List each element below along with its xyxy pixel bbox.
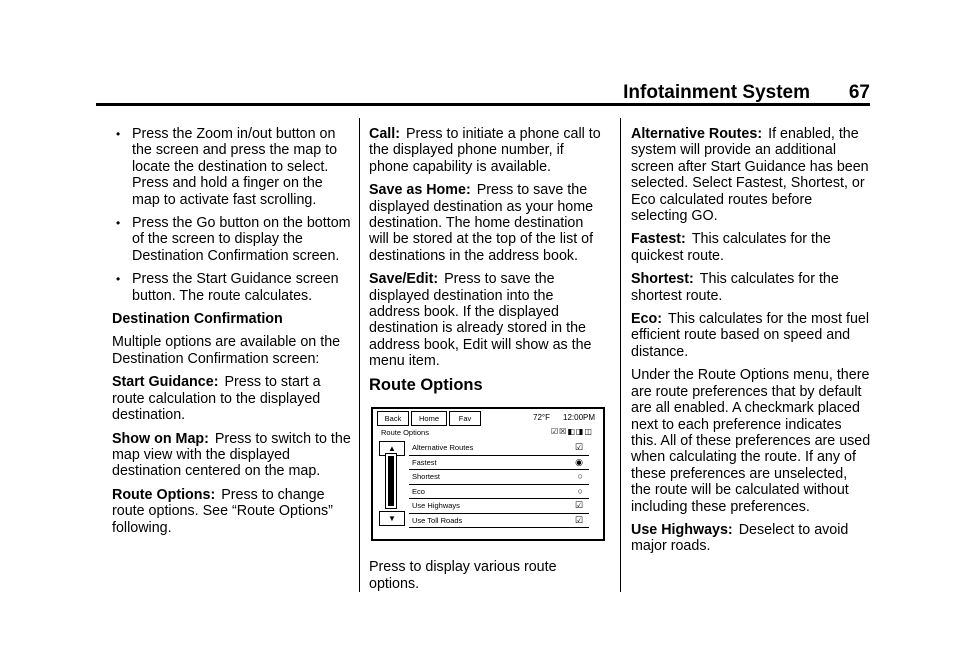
screen-home-button: Home [411,411,447,426]
definition-item: Save as Home: Press to save the displayed destination as your home destination. The home destination will be stored at the top of the list of destinations in the address book. [369,182,594,264]
definition-item: Save/Edit: Press to save the displayed destination into the address book. If the displayed destination is already stored in the address book, Edit will show as the menu item. [369,271,592,370]
page-number: 67 [848,82,870,103]
scroll-up-arrow-icon: ▲ [379,441,405,456]
body-paragraph: Under the Route Options menu, there are route preferences that by default are all enabled. A checkmark placed next to each preference indicates this. All of these preferences are used when calculating the route. If any of these preferences are unselected, the route will be calculated without including these preferences. [631,367,871,515]
screen-status-icons: ☑☒◧◨◫ [550,427,593,437]
column-1 [112,126,352,543]
definition-item: Call: Press to initiate a phone call to the displayed phone number, if phone capability is available. [369,126,601,175]
bullet-icon: • [116,272,121,287]
route-options-screen-figure [371,407,605,541]
screen-temperature: 72°F [533,413,550,423]
checkbox-icon: ☑ [574,500,583,511]
screen-fav-button: Fav [449,411,481,426]
scrollbar-thumb [388,456,394,506]
screen-clock: 12:00PM [563,413,596,423]
definition-item: Route Options: Press to change route options. See “Route Options” following. [112,486,333,536]
list-item: Fastest ◉ [409,456,589,471]
list-item: Use Highways ☑ [409,499,589,514]
figure-caption: Press to display various route options. [369,559,557,592]
intro-paragraph: Multiple options are available on the Destination Confirmation screen: [112,334,341,367]
screen-option-list [409,441,589,528]
radio-icon: ○ [577,485,583,496]
definition-item: Fastest: This calculates for the quickest route. [631,231,831,264]
definition-item: Start Guidance: Press to start a route calculation to the displayed destination. [112,374,321,424]
definition-item: Shortest: This calculates for the shortest route. [631,271,839,304]
bullet-item: • Press the Start Guidance screen button. The route calculates. [116,271,339,304]
bullet-item: • Press the Go button on the bottom of the screen to display the Destination Confirmation screen. [116,215,351,264]
checkbox-icon: ☑ [574,514,583,525]
column-divider [359,118,360,592]
screen-back-button: Back [377,411,409,426]
column-2 [369,126,605,599]
scroll-down-arrow-icon: ▼ [379,511,405,526]
bullet-icon: • [116,127,121,141]
definition-item: Alternative Routes: If enabled, the system will provide an additional screen after Start Guidance has been selected. Select Fastest, Shortest, or Eco calculated routes before selecting GO. [631,126,869,225]
header-rule [96,103,870,106]
definition-item: Use Highways: Deselect to avoid major roads. [631,521,849,555]
column-divider [620,118,621,592]
list-item: Alternative Routes ☑ [409,441,589,456]
checkbox-icon: ☑ [574,442,583,453]
screen-subtitle: Route Options [381,428,429,438]
bullet-item: • Press the Zoom in/out button on the screen and press the map to locate the destination to select. Press and hold a finger on the map to activate fast scrolling. [116,126,338,208]
column-3 [631,126,871,562]
list-item: Eco ○ [409,485,589,500]
subheading: Destination Confirmation [112,311,283,328]
page-header [96,82,870,104]
definition-item: Show on Map: Press to switch to the map view with the displayed destination centered on the map. [112,430,351,480]
route-options-heading: Route Options [369,375,483,394]
radio-icon: ○ [577,471,583,482]
list-item: Shortest ○ [409,470,589,485]
definition-item: Eco: This calculates for the most fuel efficient route based on speed and distance. [631,311,870,360]
section-title: Infotainment System [623,82,810,103]
bullet-icon: • [116,216,121,231]
scrollbar-track [385,453,397,509]
list-item: Use Toll Roads ☑ [409,514,589,529]
radio-selected-icon: ◉ [575,456,583,467]
